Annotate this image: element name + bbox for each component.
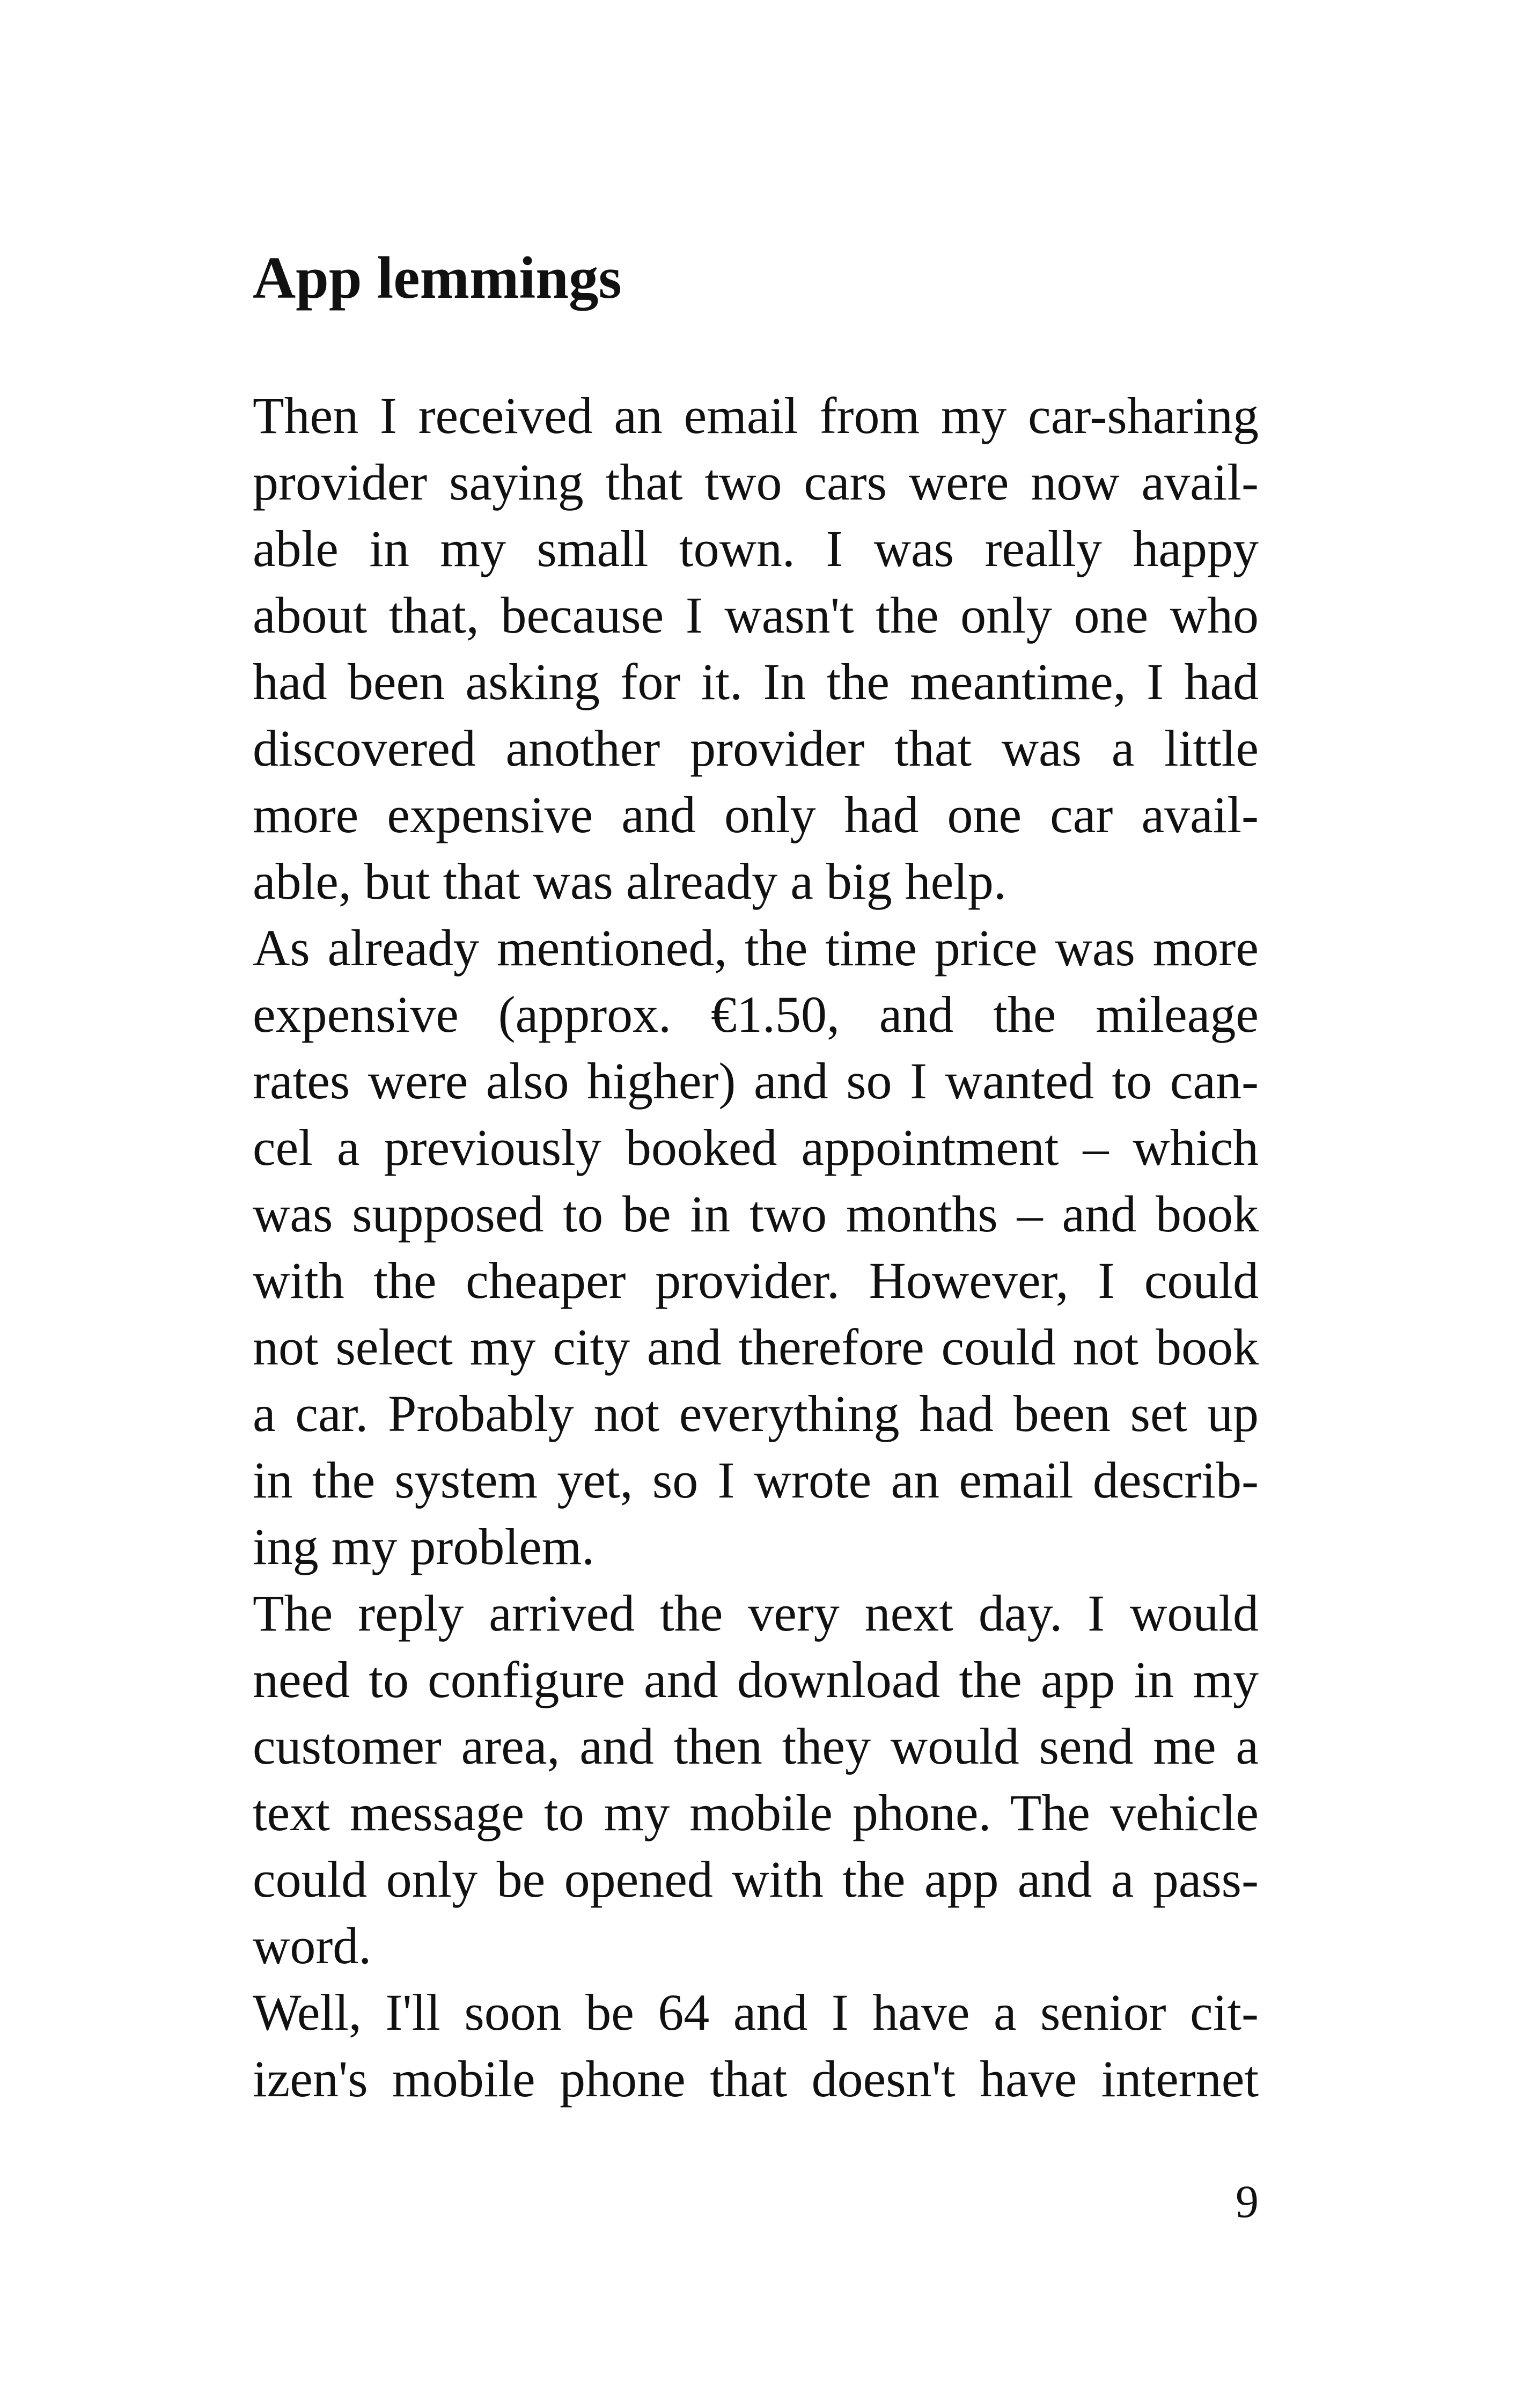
text-line: ing my problem.: [253, 1518, 595, 1575]
text-line: not select my city and therefore could not book: [253, 1318, 1259, 1376]
text-line: provider saying that two cars were now avail-: [253, 453, 1259, 511]
text-line: Well, I'll soon be 64 and I have a senior cit-: [253, 1984, 1259, 2041]
text-line: a car. Probably not everything had been set up: [253, 1385, 1259, 1442]
paragraph: [253, 1979, 1259, 2112]
text-line: customer area, and then they would send me a: [253, 1717, 1259, 1775]
paragraph: [253, 1580, 1259, 1979]
paragraph: [253, 383, 1259, 915]
text-line: could only be opened with the app and a pass-: [253, 1851, 1259, 1908]
text-line: need to configure and download the app in my: [253, 1651, 1259, 1708]
text-line: was supposed to be in two months – and book: [253, 1185, 1259, 1243]
page-number: 9: [1236, 2176, 1259, 2227]
text-line: in the system yet, so I wrote an email describ-: [253, 1451, 1259, 1509]
text-line: cel a previously booked appointment – which: [253, 1119, 1259, 1176]
text-line: word.: [253, 1917, 372, 1974]
text-line: Then I received an email from my car-sharing: [253, 387, 1259, 444]
text-line: more expensive and only had one car avail-: [253, 786, 1259, 843]
paragraph: [253, 915, 1259, 1580]
text-line: with the cheaper provider. However, I could: [253, 1252, 1259, 1309]
text-line: text message to my mobile phone. The vehicle: [253, 1784, 1259, 1841]
body-text: [253, 383, 1259, 2112]
text-line: had been asking for it. In the meantime, I had: [253, 653, 1259, 710]
text-line: The reply arrived the very next day. I would: [253, 1584, 1259, 1642]
text-line: discovered another provider that was a little: [253, 720, 1259, 777]
text-line: rates were also higher) and so I wanted to can-: [253, 1052, 1259, 1110]
text-line: As already mentioned, the time price was more: [253, 919, 1259, 977]
text-line: expensive (approx. €1.50, and the mileage: [253, 986, 1259, 1043]
text-line: izen's mobile phone that doesn't have internet: [253, 2050, 1259, 2108]
text-line: able in my small town. I was really happy: [253, 520, 1259, 577]
chapter-title: App lemmings: [253, 245, 622, 311]
text-line: able, but that was already a big help.: [253, 853, 1006, 910]
text-line: about that, because I wasn't the only one who: [253, 586, 1259, 644]
